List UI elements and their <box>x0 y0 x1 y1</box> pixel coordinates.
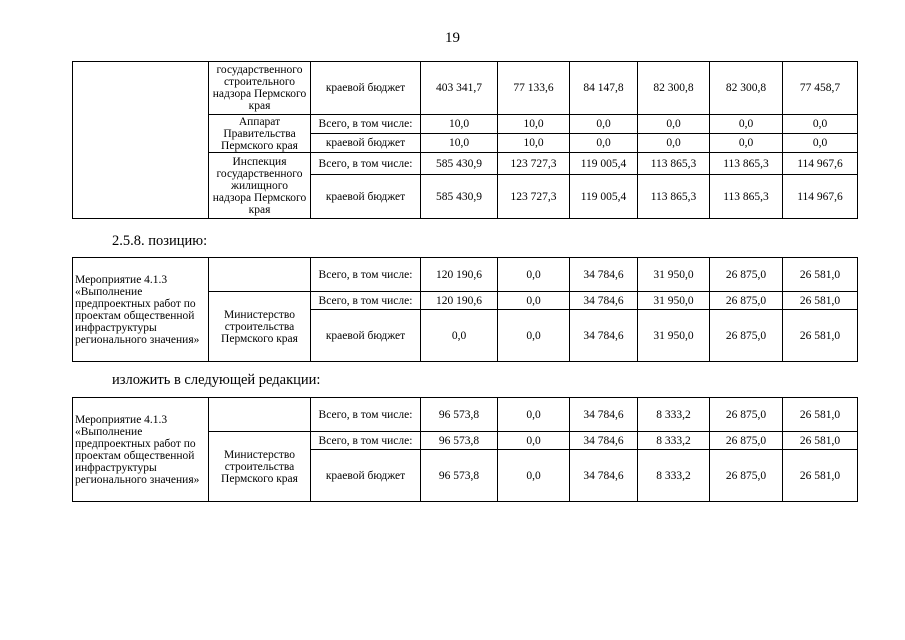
funding-source-cell: краевой бюджет <box>311 175 421 219</box>
value-cell: 403 341,7 <box>421 62 498 115</box>
funding-source-cell: Всего, в том числе: <box>311 432 421 450</box>
page-number: 19 <box>445 30 460 46</box>
value-cell: 120 190,6 <box>421 258 498 292</box>
value-cell: 114 967,6 <box>783 153 858 175</box>
value-cell: 26 581,0 <box>783 258 858 292</box>
executor-cell: Инспекция государственного жилищного надзора Пермского края <box>209 153 311 219</box>
value-cell: 82 300,8 <box>638 62 710 115</box>
value-cell: 123 727,3 <box>498 175 570 219</box>
value-cell: 113 865,3 <box>638 153 710 175</box>
budget-table-continuation <box>72 61 858 219</box>
value-cell: 26 875,0 <box>710 310 783 362</box>
value-cell: 26 581,0 <box>783 292 858 310</box>
value-cell: 26 581,0 <box>783 398 858 432</box>
value-cell: 114 967,6 <box>783 175 858 219</box>
value-cell: 113 865,3 <box>710 175 783 219</box>
value-cell: 120 190,6 <box>421 292 498 310</box>
value-cell: 34 784,6 <box>570 450 638 502</box>
activity-cell-empty <box>73 62 209 219</box>
funding-source-cell: Всего, в том числе: <box>311 292 421 310</box>
value-cell: 34 784,6 <box>570 292 638 310</box>
funding-source-cell: Всего, в том числе: <box>311 115 421 134</box>
value-cell: 113 865,3 <box>638 175 710 219</box>
value-cell: 0,0 <box>710 115 783 134</box>
value-cell: 8 333,2 <box>638 398 710 432</box>
value-cell: 113 865,3 <box>710 153 783 175</box>
paragraph-new-edition: изложить в следующей редакции: <box>112 372 321 388</box>
funding-source-cell: краевой бюджет <box>311 450 421 502</box>
value-cell: 34 784,6 <box>570 398 638 432</box>
value-cell: 0,0 <box>638 134 710 153</box>
value-cell: 26 581,0 <box>783 432 858 450</box>
value-cell: 31 950,0 <box>638 258 710 292</box>
value-cell: 10,0 <box>498 115 570 134</box>
table-row <box>73 258 858 292</box>
value-cell: 123 727,3 <box>498 153 570 175</box>
value-cell: 8 333,2 <box>638 450 710 502</box>
value-cell: 0,0 <box>710 134 783 153</box>
value-cell: 82 300,8 <box>710 62 783 115</box>
value-cell: 26 875,0 <box>710 450 783 502</box>
funding-source-cell: Всего, в том числе: <box>311 398 421 432</box>
value-cell: 8 333,2 <box>638 432 710 450</box>
executor-cell-empty <box>209 258 311 292</box>
value-cell: 0,0 <box>638 115 710 134</box>
executor-cell: Министерство строительства Пермского края <box>209 432 311 502</box>
value-cell: 31 950,0 <box>638 310 710 362</box>
value-cell: 77 133,6 <box>498 62 570 115</box>
value-cell: 26 875,0 <box>710 292 783 310</box>
table-row <box>73 62 858 115</box>
value-cell: 119 005,4 <box>570 153 638 175</box>
value-cell: 0,0 <box>570 134 638 153</box>
value-cell: 0,0 <box>421 310 498 362</box>
value-cell: 0,0 <box>498 310 570 362</box>
value-cell: 26 581,0 <box>783 450 858 502</box>
value-cell: 10,0 <box>421 115 498 134</box>
value-cell: 31 950,0 <box>638 292 710 310</box>
value-cell: 0,0 <box>498 432 570 450</box>
value-cell: 0,0 <box>570 115 638 134</box>
value-cell: 34 784,6 <box>570 310 638 362</box>
value-cell: 585 430,9 <box>421 175 498 219</box>
value-cell: 585 430,9 <box>421 153 498 175</box>
table-row <box>73 398 858 432</box>
value-cell: 96 573,8 <box>421 450 498 502</box>
executor-cell: Министерство строительства Пермского края <box>209 292 311 362</box>
value-cell: 0,0 <box>783 115 858 134</box>
budget-table-old <box>72 257 858 362</box>
funding-source-cell: краевой бюджет <box>311 134 421 153</box>
value-cell: 0,0 <box>498 450 570 502</box>
executor-cell: государственного строительного надзора Пермского края <box>209 62 311 115</box>
value-cell: 119 005,4 <box>570 175 638 219</box>
executor-cell: Аппарат Правительства Пермского края <box>209 115 311 153</box>
budget-table-new <box>72 397 858 502</box>
value-cell: 96 573,8 <box>421 432 498 450</box>
activity-cell: Мероприятие 4.1.3 «Выполнение предпроектных работ по проектам общественной инфраструктуры регионального значения» <box>73 258 209 362</box>
value-cell: 26 875,0 <box>710 432 783 450</box>
value-cell: 34 784,6 <box>570 432 638 450</box>
value-cell: 0,0 <box>783 134 858 153</box>
value-cell: 26 581,0 <box>783 310 858 362</box>
paragraph-position: 2.5.8. позицию: <box>112 233 208 249</box>
value-cell: 77 458,7 <box>783 62 858 115</box>
funding-source-cell: краевой бюджет <box>311 62 421 115</box>
value-cell: 10,0 <box>498 134 570 153</box>
funding-source-cell: Всего, в том числе: <box>311 258 421 292</box>
executor-cell-empty <box>209 398 311 432</box>
value-cell: 26 875,0 <box>710 258 783 292</box>
value-cell: 96 573,8 <box>421 398 498 432</box>
funding-source-cell: Всего, в том числе: <box>311 153 421 175</box>
value-cell: 34 784,6 <box>570 258 638 292</box>
activity-cell: Мероприятие 4.1.3 «Выполнение предпроектных работ по проектам общественной инфраструктуры регионального значения» <box>73 398 209 502</box>
value-cell: 0,0 <box>498 398 570 432</box>
value-cell: 84 147,8 <box>570 62 638 115</box>
value-cell: 26 875,0 <box>710 398 783 432</box>
funding-source-cell: краевой бюджет <box>311 310 421 362</box>
value-cell: 0,0 <box>498 292 570 310</box>
value-cell: 0,0 <box>498 258 570 292</box>
value-cell: 10,0 <box>421 134 498 153</box>
